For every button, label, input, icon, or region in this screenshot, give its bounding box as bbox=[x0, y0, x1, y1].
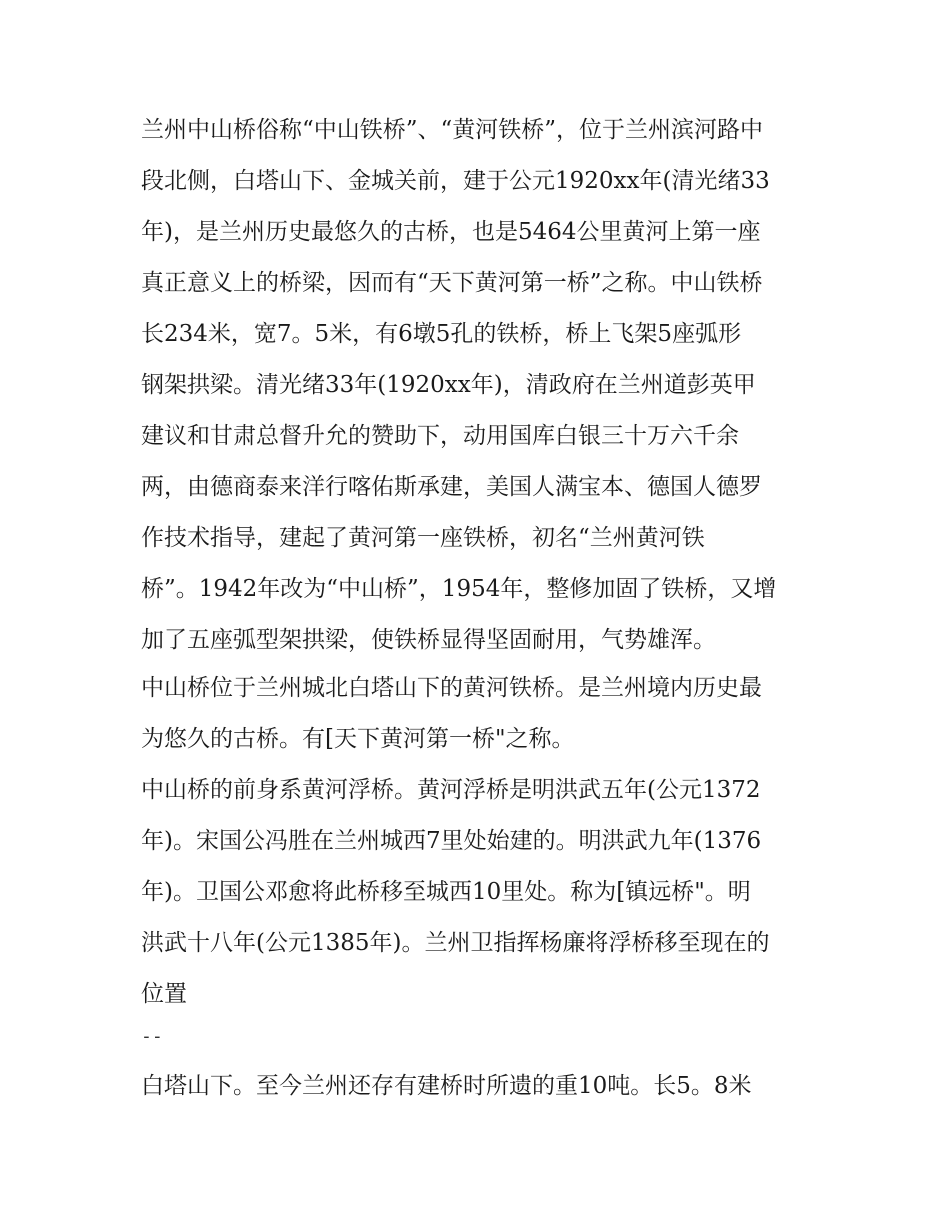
paragraph-1-line-7: 建议和甘肃总督升允的赞助下，动用国库白银三十万六千余 bbox=[141, 423, 739, 449]
paragraph-1-line-10: 桥”。1942年改为“中山桥”，1954年，整修加固了铁桥，又增 bbox=[141, 576, 777, 602]
page-separator: -- bbox=[141, 1026, 163, 1047]
paragraph-3-line-4: 洪武十八年(公元1385年)。兰州卫指挥杨廉将浮桥移至现在的 bbox=[141, 930, 770, 956]
paragraph-3-line-5: 位置 bbox=[141, 981, 187, 1007]
paragraph-2-line-1: 中山桥位于兰州城北白塔山下的黄河铁桥。是兰州境内历史最 bbox=[141, 675, 762, 701]
paragraph-2-line-2: 为悠久的古桥。有[天下黄河第一桥"之称。 bbox=[141, 726, 575, 752]
paragraph-1-line-9: 作技术指导，建起了黄河第一座铁桥，初名“兰州黄河铁 bbox=[141, 525, 705, 551]
paragraph-1-line-11: 加了五座弧型架拱梁，使铁桥显得坚固耐用，气势雄浑。 bbox=[141, 627, 716, 653]
paragraph-3-line-1: 中山桥的前身系黄河浮桥。黄河浮桥是明洪武五年(公元1372 bbox=[141, 777, 761, 803]
paragraph-1-line-3: 年)，是兰州历史最悠久的古桥，也是5464公里黄河上第一座 bbox=[141, 219, 761, 245]
paragraph-1-line-2: 段北侧，白塔山下、金城关前，建于公元1920xx年(清光绪33 bbox=[141, 168, 770, 194]
paragraph-1-line-4: 真正意义上的桥梁，因而有“天下黄河第一桥”之称。中山铁桥 bbox=[141, 270, 763, 296]
paragraph-1-line-1: 兰州中山桥俗称“中山铁桥”、“黄河铁桥”，位于兰州滨河路中 bbox=[141, 117, 764, 143]
paragraph-1-line-8: 两，由德商泰来洋行喀佑斯承建，美国人满宝本、德国人德罗 bbox=[141, 474, 762, 500]
paragraph-3-line-3: 年)。卫国公邓愈将此桥移至城西10里处。称为[镇远桥"。明 bbox=[141, 879, 751, 905]
paragraph-4-line-1: 白塔山下。至今兰州还存有建桥时所遗的重10吨。长5。8米 bbox=[141, 1073, 752, 1099]
paragraph-1-line-5: 长234米，宽7。5米，有6墩5孔的铁桥，桥上飞架5座弧形 bbox=[141, 321, 742, 347]
paragraph-3-line-2: 年)。宋国公冯胜在兰州城西7里处始建的。明洪武九年(1376 bbox=[141, 828, 762, 854]
paragraph-1-line-6: 钢架拱梁。清光绪33年(1920xx年)，清政府在兰州道彭英甲 bbox=[141, 372, 756, 398]
